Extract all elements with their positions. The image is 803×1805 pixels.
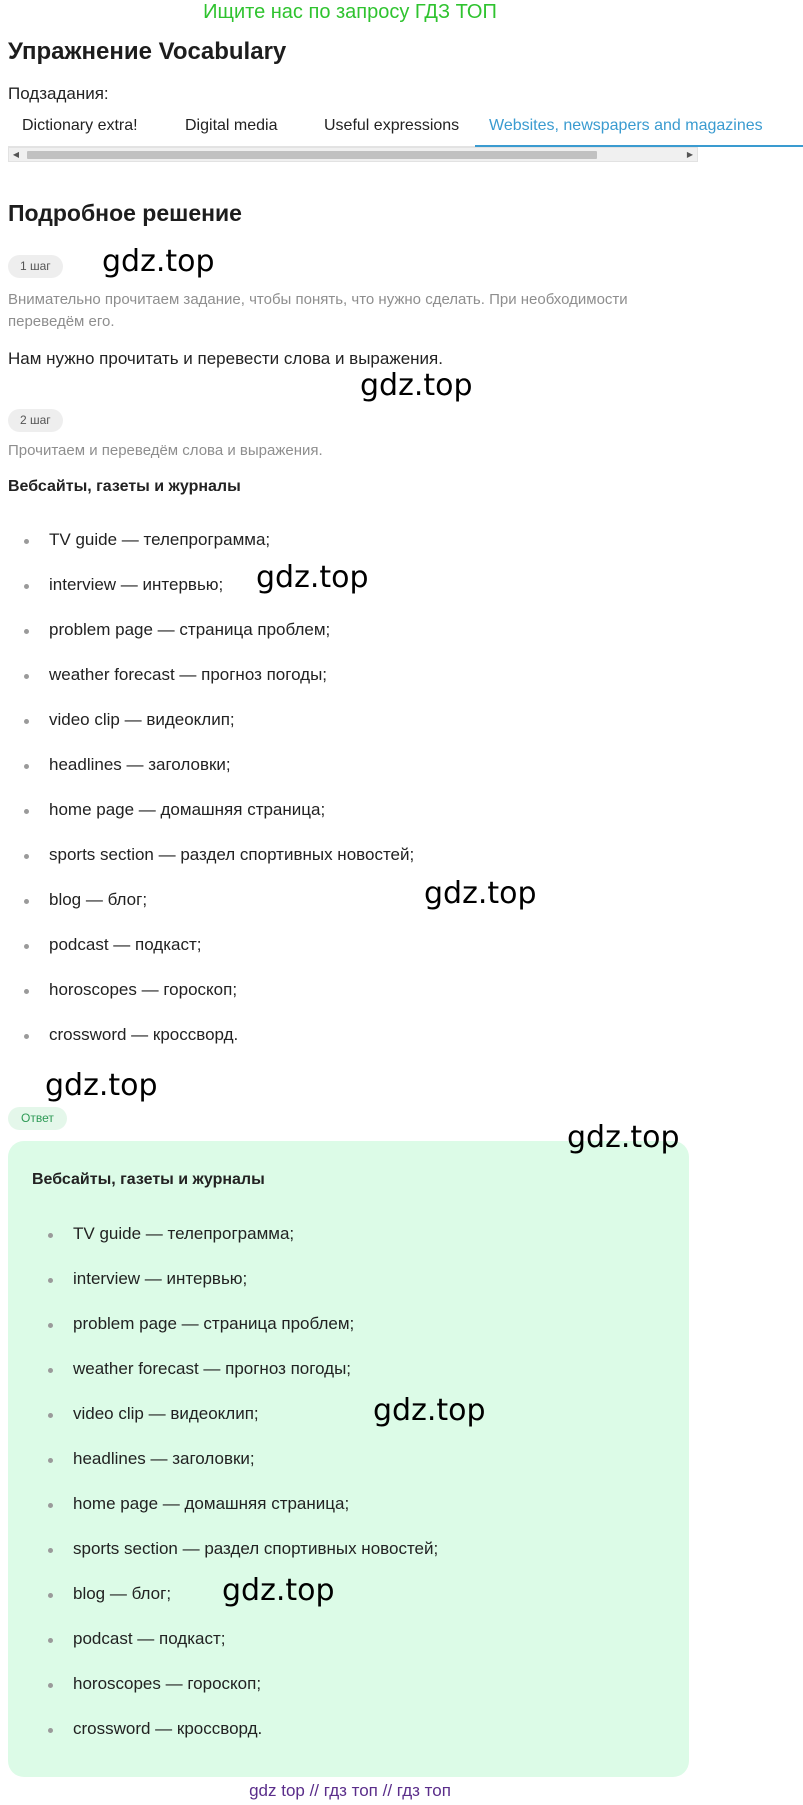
list-item: blog — блог; — [48, 1581, 438, 1626]
list-item: headlines — заголовки; — [24, 752, 414, 797]
answer-badge: Ответ — [8, 1107, 67, 1130]
scroll-thumb[interactable] — [27, 151, 597, 159]
list-item: podcast — подкаст; — [48, 1626, 438, 1671]
list-item: headlines — заголовки; — [48, 1446, 438, 1491]
list-item: TV guide — телепрограмма; — [48, 1221, 438, 1266]
tab-digital-media[interactable]: Digital media — [185, 117, 278, 134]
promo-banner[interactable]: Ищите нас по запросу ГДЗ ТОП — [203, 1, 497, 23]
list-item: horoscopes — гороскоп; — [24, 977, 414, 1022]
list-item: problem page — страница проблем; — [48, 1311, 438, 1356]
tab-websites-newspapers[interactable]: Websites, newspapers and magazines — [475, 111, 803, 147]
answer-list-title: Вебсайты, газеты и журналы — [32, 1171, 265, 1188]
list-item: podcast — подкаст; — [24, 932, 414, 977]
list-item: problem page — страница проблем; — [24, 617, 414, 662]
list-item: blog — блог; — [24, 887, 414, 932]
watermark: gdz.top — [424, 876, 537, 911]
solution-title: Подробное решение — [8, 200, 242, 226]
list-item: crossword — кроссворд. — [48, 1716, 438, 1761]
watermark: gdz.top — [360, 368, 473, 403]
list-item: interview — интервью; — [48, 1266, 438, 1311]
scroll-right-arrow-icon[interactable]: ▶ — [686, 150, 694, 159]
step-1-hint: Внимательно прочитаем задание, чтобы понять, что нужно сделать. При необходимости переведём его. — [8, 291, 628, 330]
list-item: TV guide — телепрограмма; — [24, 527, 414, 572]
list-item: interview — интервью; — [24, 572, 414, 617]
list-item: home page — домашняя страница; — [48, 1491, 438, 1536]
scroll-left-arrow-icon[interactable]: ◀ — [12, 150, 20, 159]
list-item: home page — домашняя страница; — [24, 797, 414, 842]
list-item: weather forecast — прогноз погоды; — [48, 1356, 438, 1401]
exercise-title: Упражнение Vocabulary — [8, 38, 287, 65]
step-2-list-title: Вебсайты, газеты и журналы — [8, 478, 241, 495]
answer-vocab-list — [48, 1221, 438, 1761]
watermark: gdz.top — [102, 244, 215, 279]
step-2-hint: Прочитаем и переведём слова и выражения. — [8, 442, 323, 459]
watermark: gdz.top — [222, 1573, 335, 1608]
list-item: video clip — видеоклип; — [24, 707, 414, 752]
footer-links[interactable]: gdz top // гдз топ // гдз топ — [249, 1781, 451, 1800]
subtask-tabs — [8, 111, 763, 147]
tab-dictionary-extra[interactable]: Dictionary extra! — [22, 117, 138, 134]
tabs-scrollbar[interactable] — [8, 147, 698, 162]
watermark: gdz.top — [256, 560, 369, 595]
step-1-badge: 1 шаг — [8, 255, 63, 278]
step-1-text: Нам нужно прочитать и перевести слова и выражения. — [8, 349, 443, 368]
list-item: horoscopes — гороскоп; — [48, 1671, 438, 1716]
watermark: gdz.top — [45, 1068, 158, 1103]
list-item: sports section — раздел спортивных новостей; — [48, 1536, 438, 1581]
list-item: crossword — кроссворд. — [24, 1022, 414, 1067]
watermark: gdz.top — [373, 1393, 486, 1428]
watermark: gdz.top — [567, 1120, 680, 1155]
tab-useful-expressions[interactable]: Useful expressions — [324, 117, 460, 134]
list-item: video clip — видеоклип; — [48, 1401, 438, 1446]
step-2-vocab-list — [24, 527, 414, 1067]
list-item: sports section — раздел спортивных новостей; — [24, 842, 414, 887]
subtasks-label: Подзадания: — [8, 84, 109, 103]
list-item: weather forecast — прогноз погоды; — [24, 662, 414, 707]
step-2-badge: 2 шаг — [8, 409, 63, 432]
